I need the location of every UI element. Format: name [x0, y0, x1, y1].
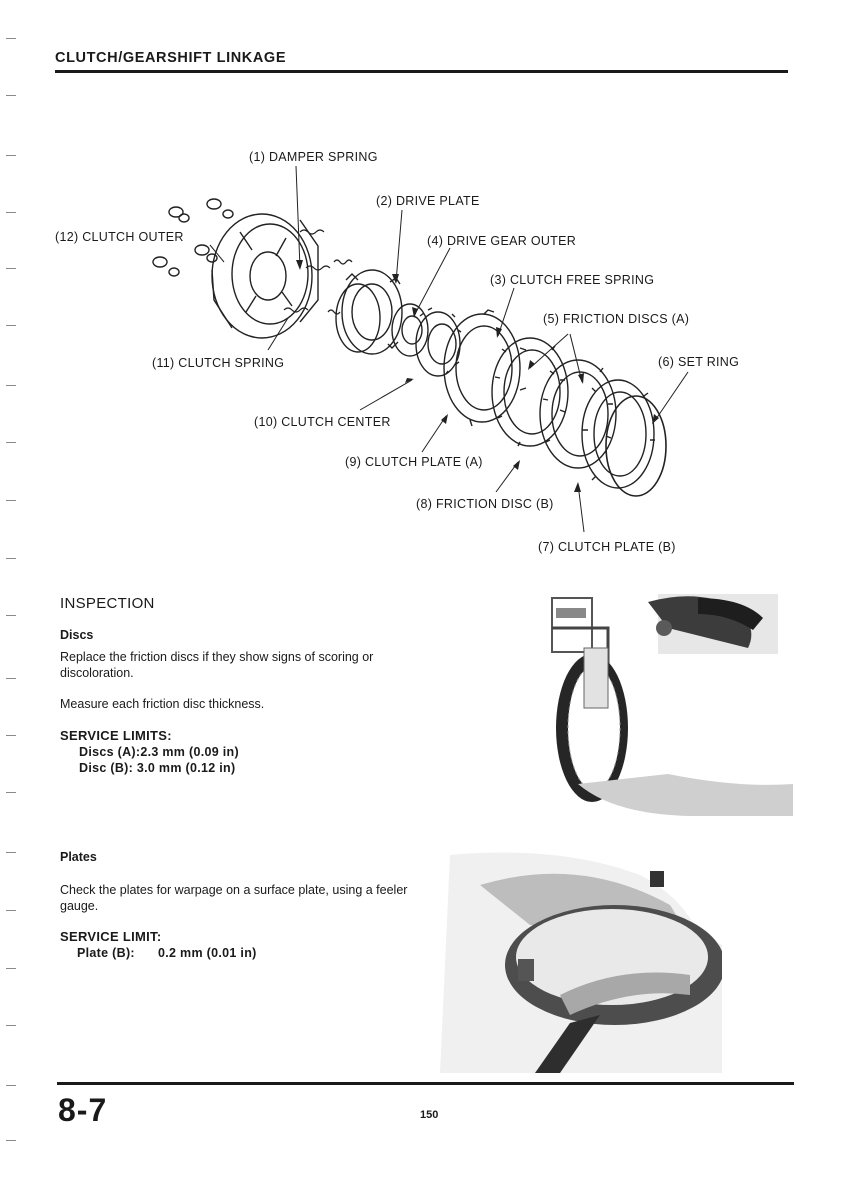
drive-plate-drawing [336, 270, 402, 354]
clutch-outer-drawing [212, 214, 318, 338]
plates-limit-label: Plate (B): [77, 946, 135, 960]
photo-measuring-disc [548, 588, 793, 816]
plates-service-limit-heading: SERVICE LIMIT: [60, 929, 162, 944]
label-clutch-center: (10) CLUTCH CENTER [254, 415, 391, 429]
section-title-inspection: INSPECTION [60, 595, 155, 612]
label-drive-gear-outer: (4) DRIVE GEAR OUTER [427, 234, 577, 248]
drive-gear-outer-drawing [392, 304, 428, 356]
plates-instruction: Check the plates for warpage on a surface plate, using a feeler gauge. [60, 883, 408, 913]
label-clutch-outer: (12) CLUTCH OUTER [55, 230, 184, 244]
photo-feeler-gauge [440, 845, 722, 1073]
friction-disc-b-drawing [540, 360, 616, 468]
label-clutch-spring: (11) CLUTCH SPRING [152, 356, 285, 370]
label-friction-discs-a: (5) FRICTION DISCS (A) [543, 312, 690, 326]
clutch-plate-a-drawing [444, 310, 526, 426]
discs-limit-a: Discs (A):2.3 mm (0.09 in) [79, 745, 239, 759]
clutch-center-drawing [416, 308, 461, 376]
page-number: 8-7 [58, 1092, 108, 1128]
discs-measure-text: Measure each friction disc thickness. [60, 697, 265, 711]
label-clutch-plate-b: (7) CLUTCH PLATE (B) [538, 540, 676, 554]
label-friction-disc-b: (8) FRICTION DISC (B) [416, 497, 554, 511]
label-damper-spring: (1) DAMPER SPRING [249, 150, 378, 164]
discs-instruction: Replace the friction discs if they show signs of scoring or discoloration. [60, 650, 374, 680]
subheading-discs: Discs [60, 628, 94, 642]
label-clutch-plate-a: (9) CLUTCH PLATE (A) [345, 455, 483, 469]
clutch-exploded-diagram [0, 0, 851, 570]
footer-rule [57, 1082, 794, 1085]
discs-service-limits-heading: SERVICE LIMITS: [60, 728, 172, 743]
discs-limit-b: Disc (B): 3.0 mm (0.12 in) [79, 761, 236, 775]
label-clutch-free-spring: (3) CLUTCH FREE SPRING [490, 273, 655, 287]
scan-page-number: 150 [420, 1109, 439, 1121]
label-drive-plate: (2) DRIVE PLATE [376, 194, 480, 208]
subheading-plates: Plates [60, 850, 97, 864]
plates-limit-value: 0.2 mm (0.01 in) [158, 946, 257, 960]
clutch-plate-b-drawing [582, 380, 655, 488]
page-title: CLUTCH/GEARSHIFT LINKAGE [55, 50, 287, 66]
label-set-ring: (6) SET RING [658, 355, 740, 369]
